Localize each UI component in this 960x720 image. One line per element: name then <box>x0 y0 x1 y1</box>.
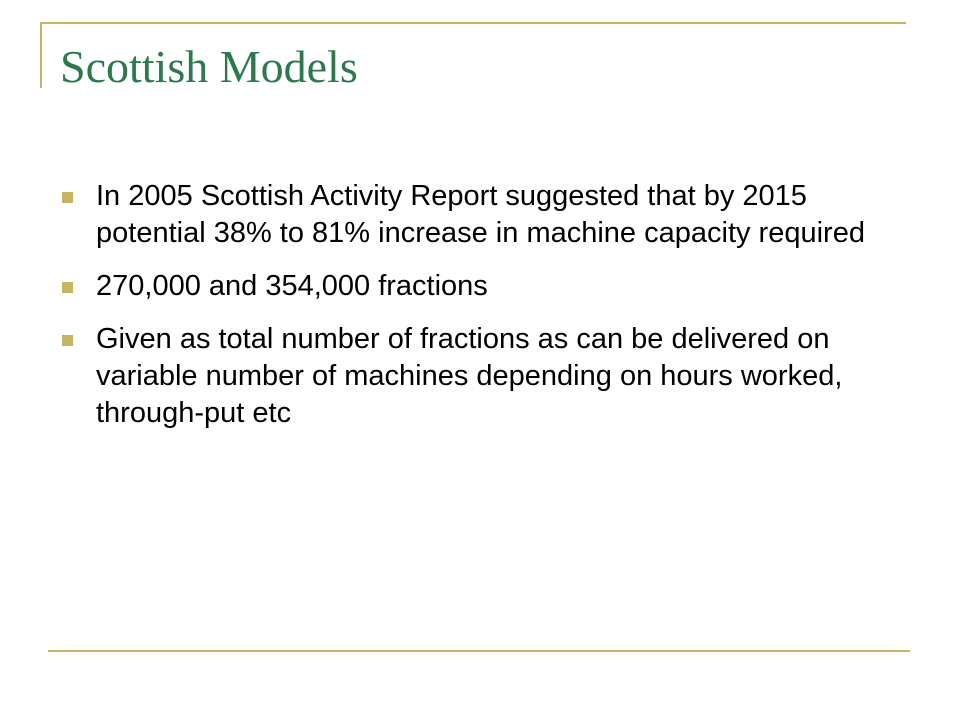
bullet-item <box>60 321 880 432</box>
bullet-text: 270,000 and 354,000 fractions <box>96 270 488 302</box>
bullet-text: Given as total number of fractions as can be delivered on variable number of machines depending on hours worked, through-put etc <box>96 323 843 429</box>
square-bullet-icon <box>62 335 73 346</box>
square-bullet-icon <box>62 192 73 203</box>
frame-left-line <box>40 22 42 88</box>
bullet-item <box>60 178 880 252</box>
frame-top-line <box>40 22 906 24</box>
frame-bottom-line <box>48 650 910 652</box>
slide-title: Scottish Models <box>60 41 358 92</box>
bullet-text: In 2005 Scottish Activity Report suggested that by 2015 potential 38% to 81% increase in machine capacity required <box>96 180 865 249</box>
bullet-item <box>60 268 880 305</box>
square-bullet-icon <box>62 282 73 293</box>
bullet-list <box>60 178 880 448</box>
